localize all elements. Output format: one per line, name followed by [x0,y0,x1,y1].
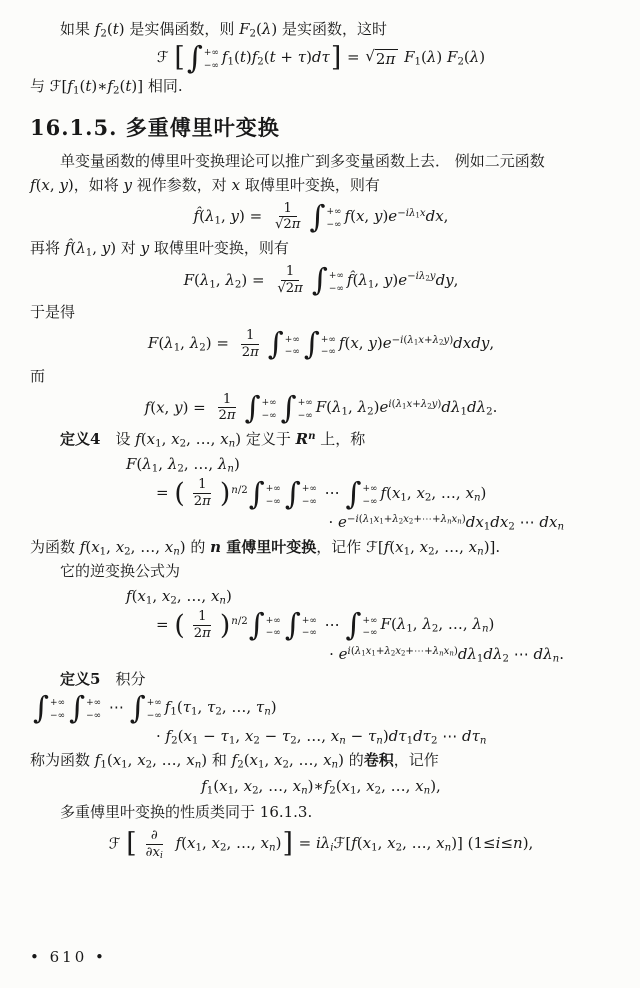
integral-upper-limit: +∞ [50,698,66,709]
text-run: $f_1(\tau_1$, $\tau_2$, …, $\tau_n$) [164,697,277,718]
text-run: · $f_2(x_1 - \tau_1$, $x_2 - \tau_2$, …, $x_n - \tau_n)d\tau_1d\tau_2$ ⋯ $d\tau_n$ [156,726,487,747]
text-run: $f(x_1$, $x_2$, …, $x_n$) [126,586,232,607]
big-delimiter: ] [330,42,342,74]
text-run: ，记作 [393,750,439,769]
integral-upper-limit: +∞ [320,334,336,345]
bold-text-run: $R^n$ [295,430,316,449]
big-delimiter: ( [174,477,185,509]
integral-upper-limit: +∞ [261,398,277,409]
text-run: 为函数 $f(x_1$, $x_2$, …, $x_n$) 的 [30,537,211,558]
integral-upper-limit: +∞ [203,48,219,59]
integral [69,689,103,726]
paragraph-line [60,429,612,450]
integral-upper-limit: +∞ [301,484,317,495]
formula-line [156,726,612,747]
integral-limits [301,483,317,507]
fraction-numerator: 1 [218,392,236,409]
integral-limits [328,270,344,294]
integral [309,198,343,235]
text-run: = [156,483,174,502]
text-run: $F_1(\lambda)$ $F_2(\lambda)$ [404,48,486,68]
text-run: n/2 [231,484,248,496]
text-run: $F(\lambda_1$, $\lambda_2$) = [147,334,234,354]
text-run: $F(\lambda_1$, $\lambda_2$, …, $\lambda_n$) [380,615,495,635]
integral [345,607,379,644]
integral-upper-limit: +∞ [146,698,162,709]
integral-sign-icon: ∫ [248,607,265,644]
text-run: ℱ [108,834,126,853]
integral-limits [203,47,219,72]
big-delimiter: ( [174,609,185,641]
integral-upper-limit: +∞ [301,615,317,626]
fraction-numerator: 1 [193,477,211,494]
integral-sign-icon: ∫ [280,389,297,426]
fraction-numerator: ∂ [146,828,163,845]
fraction-denominator: $\partial x_i$ [145,844,163,861]
text-run: 上，称 [315,430,366,449]
text-run: ℱ [156,48,174,67]
integral-sign-icon: ∫ [303,326,320,363]
integral-upper-limit: +∞ [284,334,300,345]
formula-line [30,828,612,861]
text-run: f(x, $y)e^{-i\lambda_1x}dx$, [344,206,449,225]
integral-upper-limit: +∞ [297,398,313,409]
fraction [189,609,216,642]
integral [244,389,279,426]
integral-limits [50,697,66,721]
fraction-denominator: 2π [241,344,259,360]
integral-sign-icon: ∫ [267,326,284,363]
formula-line [32,689,612,726]
radical-sign-icon: √ [365,47,375,66]
fraction-denominator: √2π [274,217,301,233]
formula-line [156,609,612,642]
fraction [237,328,264,361]
integral-upper-limit: +∞ [86,698,102,709]
integral-lower-limit: −∞ [261,410,277,421]
paragraph-line [30,802,612,823]
bold-text-run: n 重傅里叶变换 [210,537,317,556]
text-run: f(x, y) = [144,397,211,416]
integral-upper-limit: +∞ [265,484,281,495]
text-run: $f̂(\lambda_1$, y) = [193,206,267,227]
integral-sign-icon: ∫ [69,689,86,726]
paragraph-line [30,151,612,172]
formula-line [30,776,612,797]
paragraph-line [30,19,612,40]
fraction-denominator: √2π [277,281,303,297]
integral-lower-limit: −∞ [362,628,378,639]
text-run: 设 $f(x_1$, $x_2$, …, $x_n$) 定义于 [100,430,296,450]
integral-limits [326,206,342,230]
integral-upper-limit: +∞ [362,615,378,626]
text-run: $f̂(\lambda_1$, $y)e^{-i\lambda_2y}dy$, [346,270,459,291]
integral [248,607,283,644]
integral-upper-limit: +∞ [326,207,342,218]
text-run: = [342,48,365,67]
integral-lower-limit: −∞ [301,496,317,507]
integral-lower-limit: −∞ [301,628,317,639]
text-run: 多重傅里叶变换的性质类同于 16.1.3. [60,802,313,821]
text-run: $f_1(x_1$, $x_2$, …, $x_n)∗f_2(x_1$, $x_2$, …, $x_n$), [201,776,441,797]
integral [248,475,283,512]
integral [33,689,67,726]
integral-lower-limit: −∞ [362,496,378,507]
formula-line [126,454,612,475]
integral-sign-icon: ∫ [345,607,362,644]
text-run: f(x, $y)e^{-i(\lambda_1x+\lambda_2y)}dxdy$, [338,334,495,353]
integral [284,607,319,644]
integral-upper-limit: +∞ [362,484,378,495]
paragraph-line [30,175,612,196]
formula-line [156,477,612,510]
big-delimiter: ) [219,609,231,641]
integral-sign-icon: ∫ [129,689,146,726]
integral-limits [146,697,162,721]
integral-lower-limit: −∞ [297,410,313,421]
integral-lower-limit: −∞ [265,628,281,639]
page-number: • 610 • [30,948,107,966]
paragraph-line [30,76,612,97]
text-run: $f(x_1$, $x_2$, …, $x_n$) [175,834,282,854]
paragraph-line [60,669,612,690]
paragraph-line [30,750,612,771]
integral-limits [297,397,313,421]
text-run: = [156,615,174,634]
fraction [214,392,241,425]
integral-sign-icon: ∫ [309,198,326,235]
text-run: 16.1.5. 多重傅里叶变换 [30,115,280,141]
formula-line [30,644,564,665]
integral-lower-limit: −∞ [265,496,281,507]
radicand: 2π [375,49,398,68]
square-root [365,48,398,68]
integral-upper-limit: +∞ [265,615,281,626]
fraction [141,828,168,861]
text-run: n/2 [231,616,248,628]
text-run: 与 $ℱ[f_1(t)∗f_2(t)]$ 相同. [30,77,183,97]
integral-sign-icon: ∫ [244,389,261,426]
integral-lower-limit: −∞ [86,710,102,721]
integral-limits [320,334,336,358]
big-delimiter: ) [219,477,231,509]
integral-lower-limit: −∞ [203,61,219,72]
integral-sign-icon: ∫ [311,262,328,299]
integral-lower-limit: −∞ [146,710,162,721]
text-run: 它的逆变换公式为 [60,561,181,580]
formula-line [30,389,612,426]
integral-sign-icon: ∫ [284,607,301,644]
text-run: $F(\lambda_1$, $\lambda_2$, …, $\lambda_n$) [126,455,240,475]
fraction-denominator: 2π [218,408,236,424]
integral [303,326,338,363]
integral-sign-icon: ∫ [248,475,265,512]
bold-text-run: 定义5 [60,669,101,688]
bold-text-run: 定义4 [60,430,101,449]
fraction-numerator: 1 [281,264,299,281]
section-heading [30,113,612,142]
integral-limits [284,334,300,358]
fraction-numerator: 1 [241,328,259,345]
text-run: 称为函数 $f_1(x_1$, $x_2$, …, $x_n$) 和 $f_2(x_1$, $x_2$, …, $x_n$) 的 [30,750,364,771]
integral-lower-limit: −∞ [328,283,344,294]
integral [186,40,221,76]
fraction [189,477,216,510]
text-run: $f(x_1$, $x_2$, …, $x_n$) [380,483,487,504]
text-run: f(x, y)，如将 y 视作参数，对 x 取傅里叶变换，则有 [30,175,380,194]
integral-lower-limit: −∞ [50,710,66,721]
integral-sign-icon: ∫ [345,475,362,512]
fraction-numerator: 1 [193,609,211,626]
integral-limits [362,615,378,639]
text-run: = $i\lambda_iℱ[f(x_1$, $x_2$, …, $x_n$)] (1≤i≤n), [293,834,534,854]
integral-limits [86,697,102,721]
paragraph-line [30,537,612,558]
fraction-denominator: 2π [193,494,211,510]
integral-lower-limit: −∞ [284,347,300,358]
text-run: ⋯ [319,615,345,634]
integral [345,475,379,512]
integral-lower-limit: −∞ [326,219,342,230]
fraction [272,264,307,297]
formula-line [30,328,612,361]
paragraph-line [30,238,612,259]
formula-line [30,264,612,297]
big-delimiter: [ [126,828,137,860]
fraction-denominator: 2π [193,625,211,641]
fraction [270,201,305,234]
text-run: 如果 $f_2(t)$ 是实偶函数，则 $F_2(\lambda)$ 是实函数，这时 [60,20,388,40]
formula-line [30,512,564,533]
formula-line [30,198,612,235]
integral [280,389,315,426]
big-delimiter: ] [282,828,293,860]
page-content [30,16,612,865]
paragraph-line [30,366,612,387]
integral [267,326,302,363]
integral-limits [261,397,277,421]
integral-sign-icon: ∫ [33,689,50,726]
text-run: $f_1(t)f_2(t + \tau)d\tau$ [221,48,330,68]
text-run: 而 [30,366,46,385]
text-run: ⋯ [319,483,345,502]
text-run: ⋯ [104,697,129,716]
text-run: 再将 $f̂(\lambda_1$, y) 对 y 取傅里叶变换，则有 [30,239,289,259]
formula-line [30,40,612,76]
text-run: 于是得 [30,302,76,321]
formula-line [126,586,612,607]
text-run: $F(\lambda_1$, $\lambda_2$) = [183,270,270,291]
integral-limits [265,615,281,639]
integral-limits [301,615,317,639]
integral-limits [362,483,378,507]
text-run: 积分 [100,669,146,688]
integral-lower-limit: −∞ [320,347,336,358]
integral-sign-icon: ∫ [284,475,301,512]
integral [129,689,164,726]
paragraph-line [30,302,612,323]
integral-sign-icon: ∫ [186,40,203,76]
text-run: · $e^{-i(\lambda_1x_1+\lambda_2x_2+\cdots+\lambda_nx_n)}dx_1dx_2$ ⋯ $dx_n$ [328,512,564,533]
fraction-numerator: 1 [279,201,297,218]
paragraph-line [30,561,612,582]
integral-limits [265,483,281,507]
integral-upper-limit: +∞ [328,270,344,281]
bold-text-run: 卷积 [363,750,394,769]
text-run: ，记作 $ℱ[f(x_1$, $x_2$, …, $x_n$)]. [316,537,501,558]
text-run: $F(\lambda_1$, $\lambda_2)e^{i(\lambda_1x+\lambda_2y)}d\lambda_1d\lambda_2$. [315,397,498,418]
big-delimiter: [ [174,42,185,74]
text-run: 单变量函数的傅里叶变换理论可以推广到多变量函数上去． 例如二元函数 [60,151,545,170]
integral [311,262,346,299]
text-run: · $e^{i(\lambda_1x_1+\lambda_2x_2+\cdots+\lambda_nx_n)}d\lambda_1d\lambda_2$ ⋯ $d\lambda_n$. [329,644,564,665]
integral [284,475,319,512]
